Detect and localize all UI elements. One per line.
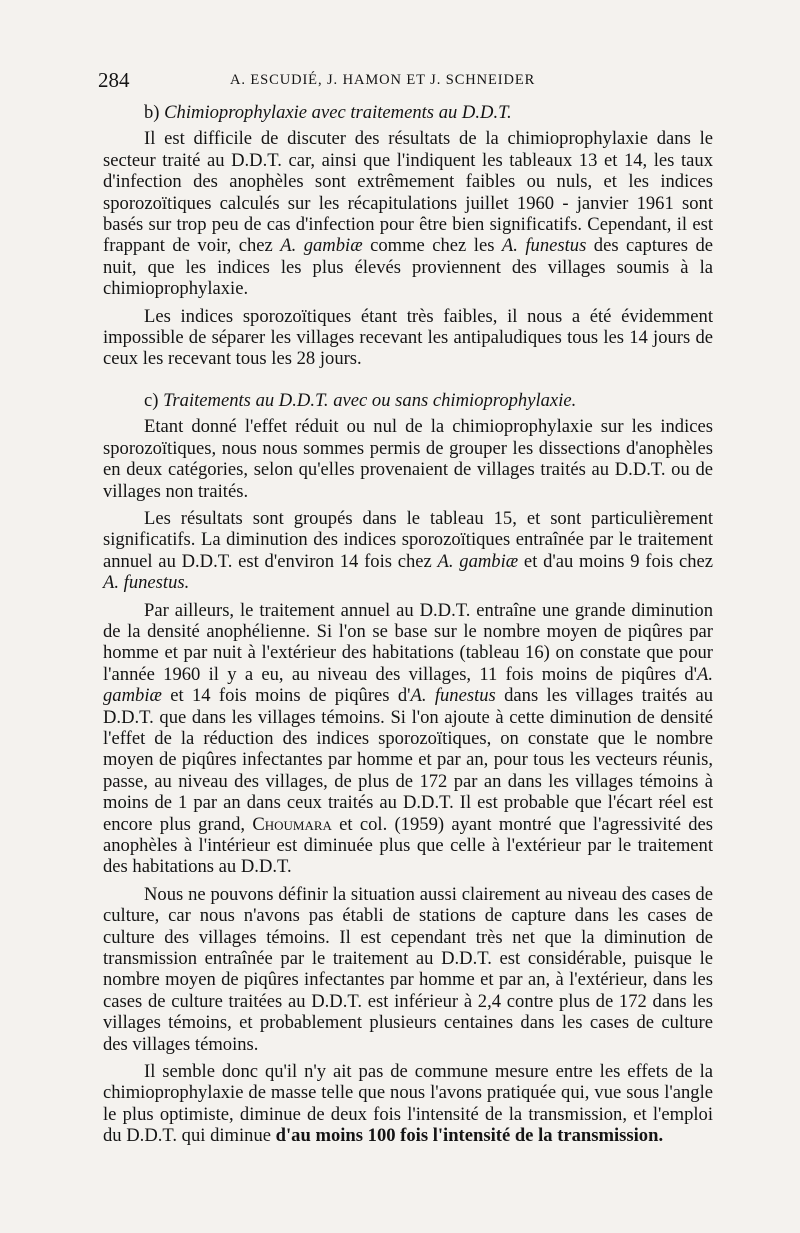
body-text (103, 102, 713, 1153)
paragraph-1 (103, 128, 713, 299)
text-run: comme chez les (362, 235, 502, 257)
species-name: A. funestus (501, 235, 587, 257)
species-name: A. gambiæ (103, 663, 713, 707)
paragraph-7 (103, 1061, 713, 1147)
text-run: et d'au moins 9 fois chez (518, 550, 714, 572)
bold-text: d'au moins 100 fois l'intensité de la transmission. (275, 1125, 664, 1147)
paragraph-4 (103, 508, 713, 594)
text-run: Il est difficile de discuter des résultats de la chimioprophylaxie dans le secteur traité au D.D.T. car, ainsi que l'indiquent les tableaux 13 et 14, les taux d'infection des anophèles sont extrêmement faibles ou nuls, et les indices sporozoïtiques calculés sur les récapitulations juillet 1960 - janvier 1961 sont basés sur trop peu de cas d'infection pour être bien significatifs. Cependant, il est frappant de voir, chez (103, 128, 713, 257)
text-run: Par ailleurs, le traitement annuel au D.D.T. entraîne une grande diminution de la densité anophélienne. Si l'on se base sur le nombre moyen de piqûres par homme et par nuit à l'extérieur des habitations (tableau 16) on constate que pour l'année 1960 il y a eu, au niveau des villages, 11 fois moins de piqûres d' (103, 599, 713, 685)
paragraph-5 (103, 600, 713, 878)
text-run: dans les villages traités au D.D.T. que dans les villages témoins. Si l'on ajoute à cette diminution de densité l'effet de la réduction des indices sporozoïtiques, on constate que le nombre moyen de piqûres infectantes par homme et par an, pour tous les vecteurs réunis, passe, au niveau des villages, de plus de 172 par an dans les villages témoins à moins de 1 par an dans ceux traités au D.D.T. Il est probable que l'écart réel est encore plus grand, (103, 685, 713, 835)
page-header (98, 68, 712, 94)
paragraph-6: Nous ne pouvons définir la situation aussi clairement au niveau des cases de culture, car nous n'avons pas établi de stations de capture dans les cases de culture des villages témoins. Il est cependant très net que la diminution de transmission entraînée par le traitement au D.D.T. est considérable, puisque le nombre moyen de piqûres infectantes par homme et par an, à l'extérieur, dans les cases de culture traitées au D.D.T. est inférieur à 2,4 contre plus de 172 dans les villages témoins, et probablement plusieurs centaines dans les cases de culture des villages témoins. (103, 883, 713, 1055)
paragraph-2: Les indices sporozoïtiques étant très faibles, il nous a été évidemment impossible de séparer les villages recevant les antipaludiques tous les 14 jours de ceux les recevant tous les 28 jours. (103, 305, 713, 370)
section-marker: b) (144, 102, 160, 123)
section-marker: c) (144, 389, 159, 411)
text-run: Il semble donc qu'il n'y ait pas de commune mesure entre les effets de la chimioprophylaxie de masse telle que nous l'avons pratiquée qui, vue sous l'angle le plus optimiste, diminue de deux fois l'intensité de la transmission, et l'emploi du D.D.T. qui diminue (103, 1061, 713, 1147)
section-title: Chimioprophylaxie avec traitements au D.D.T. (164, 102, 512, 123)
species-name: A. gambiæ (280, 235, 363, 257)
paragraph-3: Etant donné l'effet réduit ou nul de la chimioprophylaxie sur les indices sporozoïtiques, nous nous sommes permis de grouper les dissections d'anophèles en deux catégories, selon qu'elles provenaient de villages traités au D.D.T. ou de villages non traités. (103, 416, 713, 502)
species-name: A. funestus. (103, 572, 190, 594)
running-head: A. ESCUDIÉ, J. HAMON ET J. SCHNEIDER (230, 72, 536, 88)
page-number: 284 (98, 68, 130, 92)
section-title: Traitements au D.D.T. avec ou sans chimioprophylaxie. (163, 389, 577, 411)
text-run: et 14 fois moins de piqûres d' (161, 685, 411, 707)
section-heading-b (144, 102, 713, 123)
text-run: et col. (1959) ayant montré que l'agressivité des anophèles à l'intérieur est diminuée plus que celle à l'extérieur par le traitement des habitations au D.D.T. (103, 813, 713, 878)
section-heading-c (144, 390, 713, 411)
text-run: des captures de nuit, que les indices les plus élevés proviennent des villages soumis à la chimioprophylaxie. (103, 235, 713, 300)
text-run: Les résultats sont groupés dans le tableau 15, et sont particulièrement significatifs. La diminution des indices sporozoïtiques entraînée par le traitement annuel au D.D.T. est d'environ 14 fois chez (103, 507, 713, 572)
species-name: A. funestus (410, 685, 496, 707)
author-name: Choumara (252, 813, 332, 835)
species-name: A. gambiæ (437, 550, 519, 572)
